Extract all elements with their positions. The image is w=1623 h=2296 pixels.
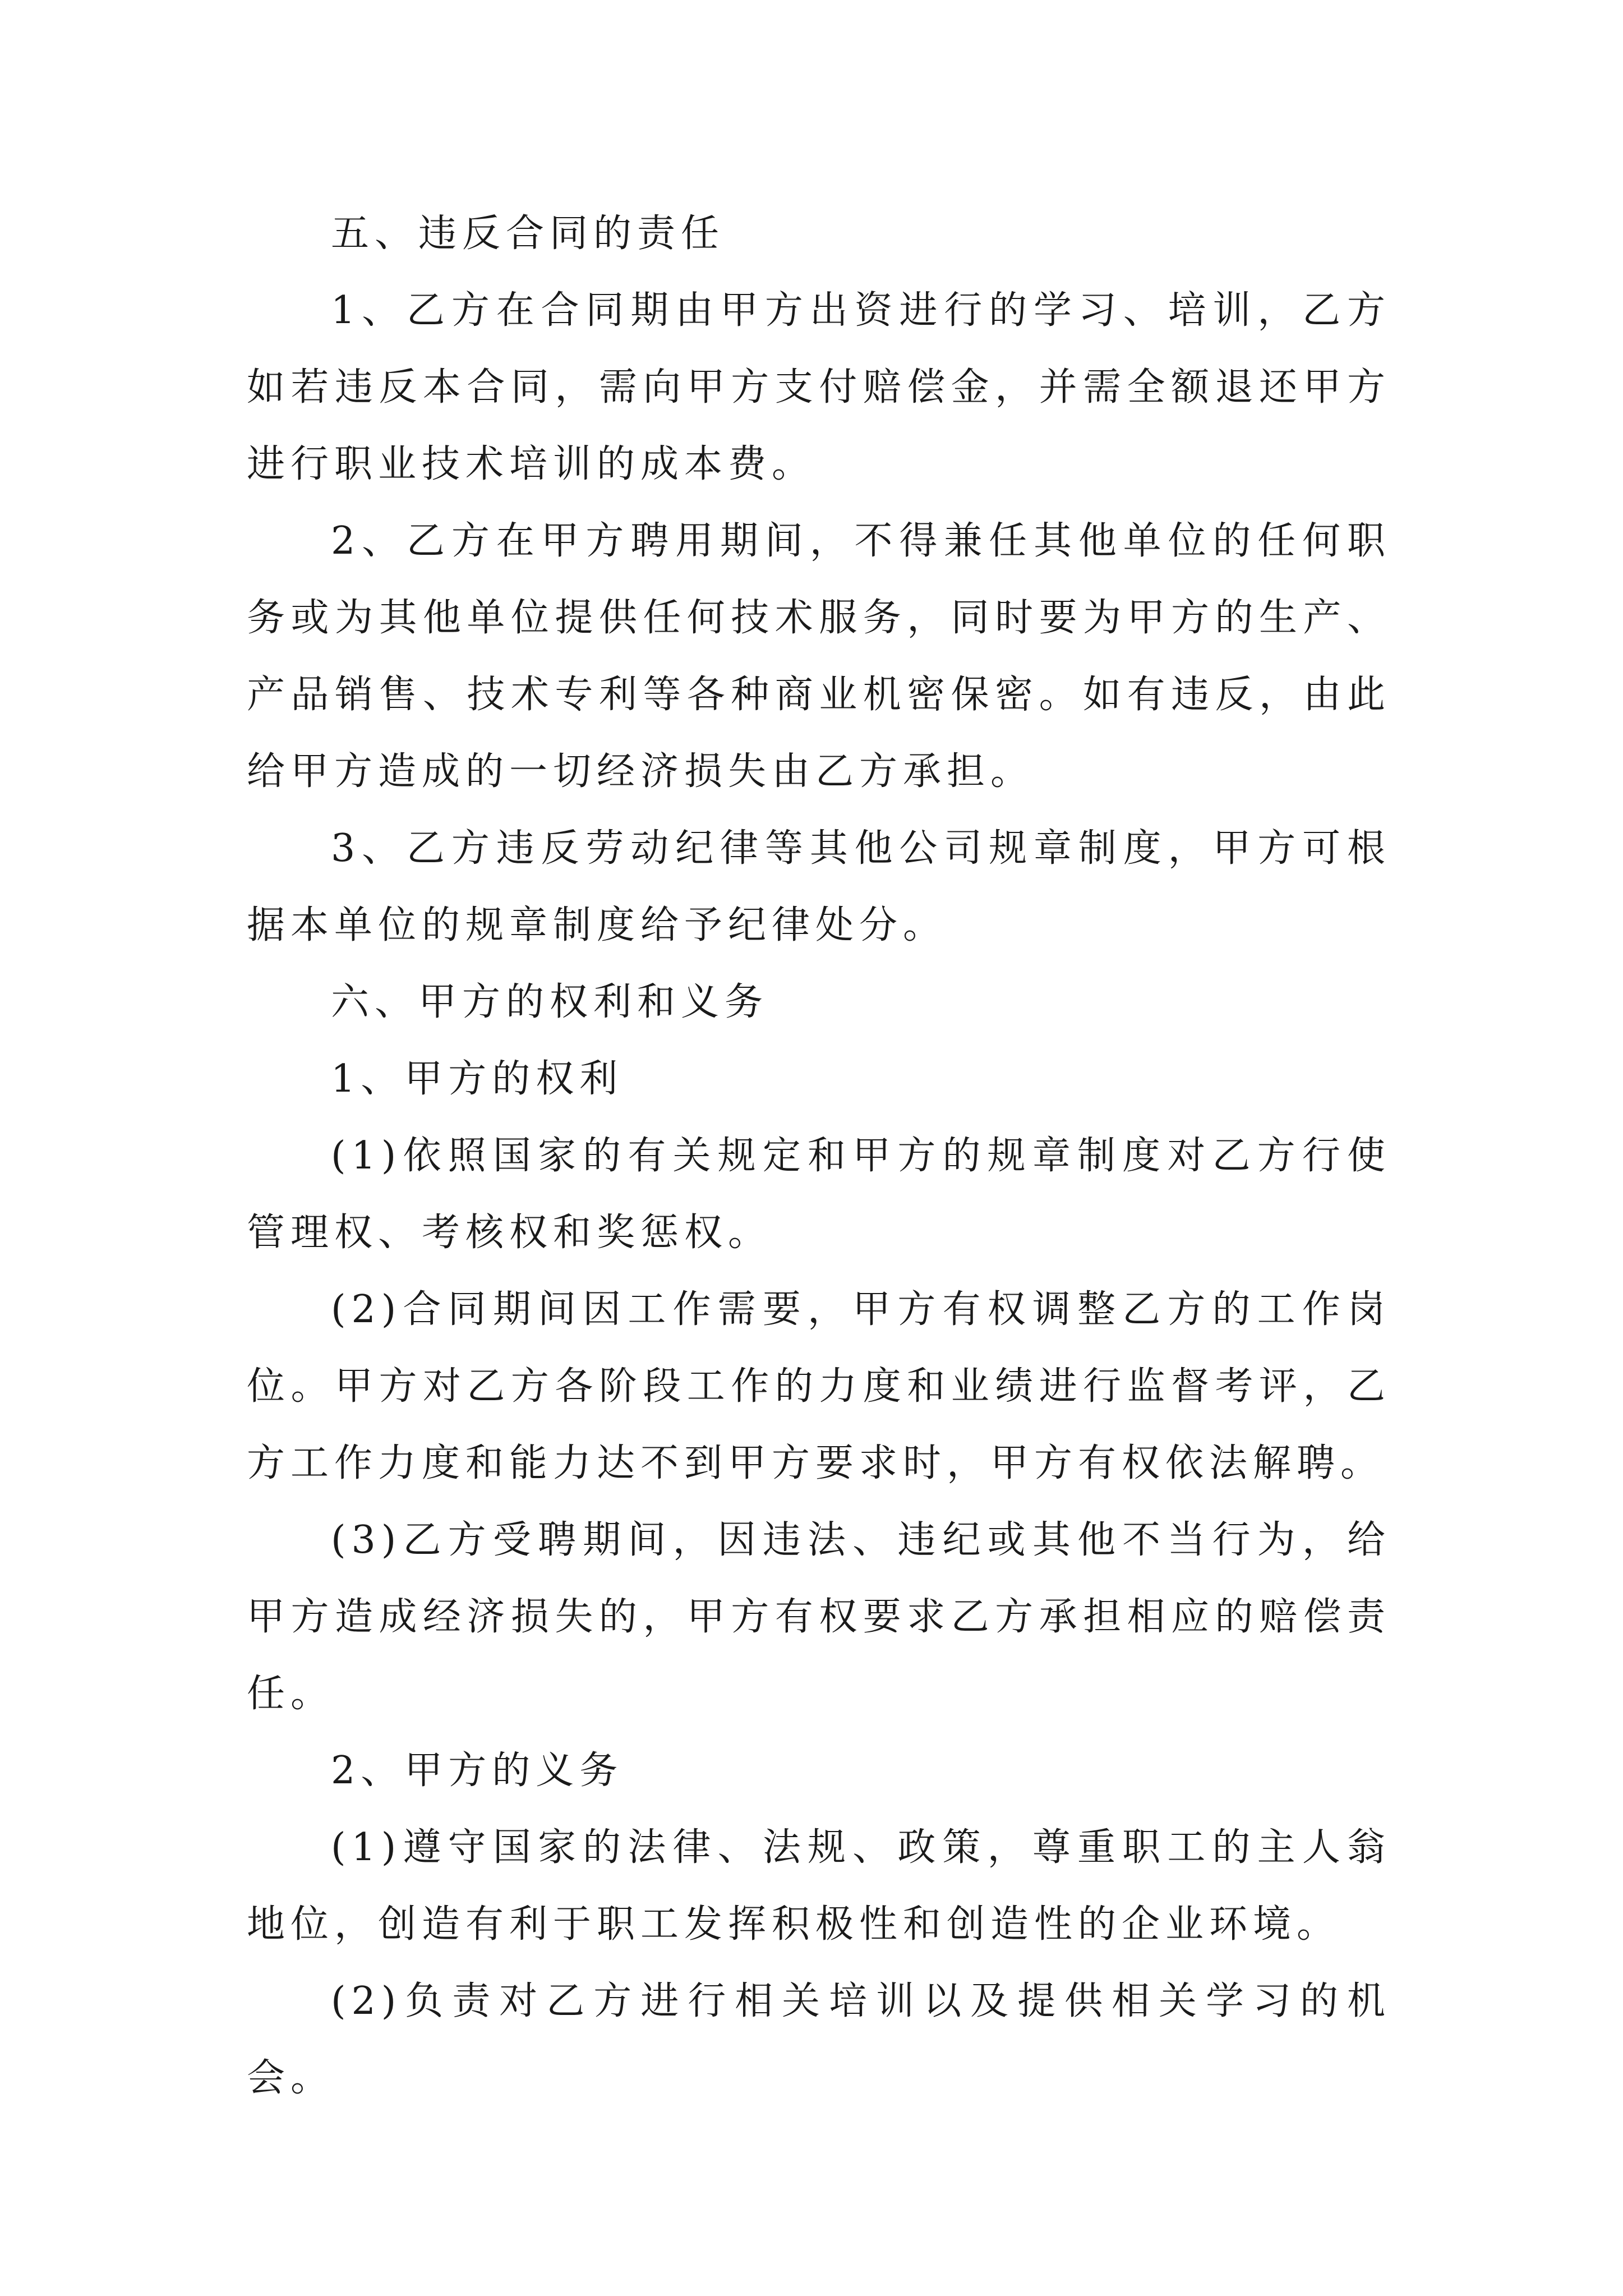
paragraph-training-reimbursement: 1、乙方在合同期由甲方出资进行的学习、培训，乙方如若违反本合同，需向甲方支付赔偿金，并需全额退还甲方进行职业技术培训的成本费。 xyxy=(247,288,1391,486)
paragraph-right-2: (2)合同期间因工作需要，甲方有权调整乙方的工作岗位。甲方对乙方各阶段工作的力度和业绩进行监督考评，乙方工作力度和能力达不到甲方要求时，甲方有权依法解聘。 xyxy=(247,1287,1391,1485)
paragraph-confidentiality: 2、乙方在甲方聘用期间，不得兼任其他单位的任何职务或为其他单位提供任何技术服务，同时要为甲方的生产、产品销售、技术专利等各种商业机密保密。如有违反，由此给甲方造成的一切经济损失由乙方承担。 xyxy=(247,519,1391,794)
section-heading-party-a-rights-duties: 六、甲方的权利和义务 xyxy=(331,980,769,1024)
paragraph-duty-1: (1)遵守国家的法律、法规、政策，尊重职工的主人翁地位，创造有利于职工发挥积极性和创造性的企业环境。 xyxy=(247,1825,1391,1947)
subheading-party-a-duties: 2、甲方的义务 xyxy=(331,1749,624,1793)
paragraph-duty-2: (2)负责对乙方进行相关培训以及提供相关学习的机会。 xyxy=(247,1979,1391,2100)
subheading-party-a-rights: 1、甲方的权利 xyxy=(331,1057,624,1101)
paragraph-right-3: (3)乙方受聘期间，因违法、违纪或其他不当行为，给甲方造成经济损失的，甲方有权要求乙方承担相应的赔偿责任。 xyxy=(247,1518,1391,1716)
document-body xyxy=(247,195,1391,2116)
paragraph-right-1: (1)依照国家的有关规定和甲方的规章制度对乙方行使管理权、考核权和奖惩权。 xyxy=(247,1134,1391,1255)
paragraph-disciplinary-action: 3、乙方违反劳动纪律等其他公司规章制度，甲方可根据本单位的规章制度给予纪律处分。 xyxy=(247,826,1391,947)
section-heading-breach-liability: 五、违反合同的责任 xyxy=(331,211,725,256)
